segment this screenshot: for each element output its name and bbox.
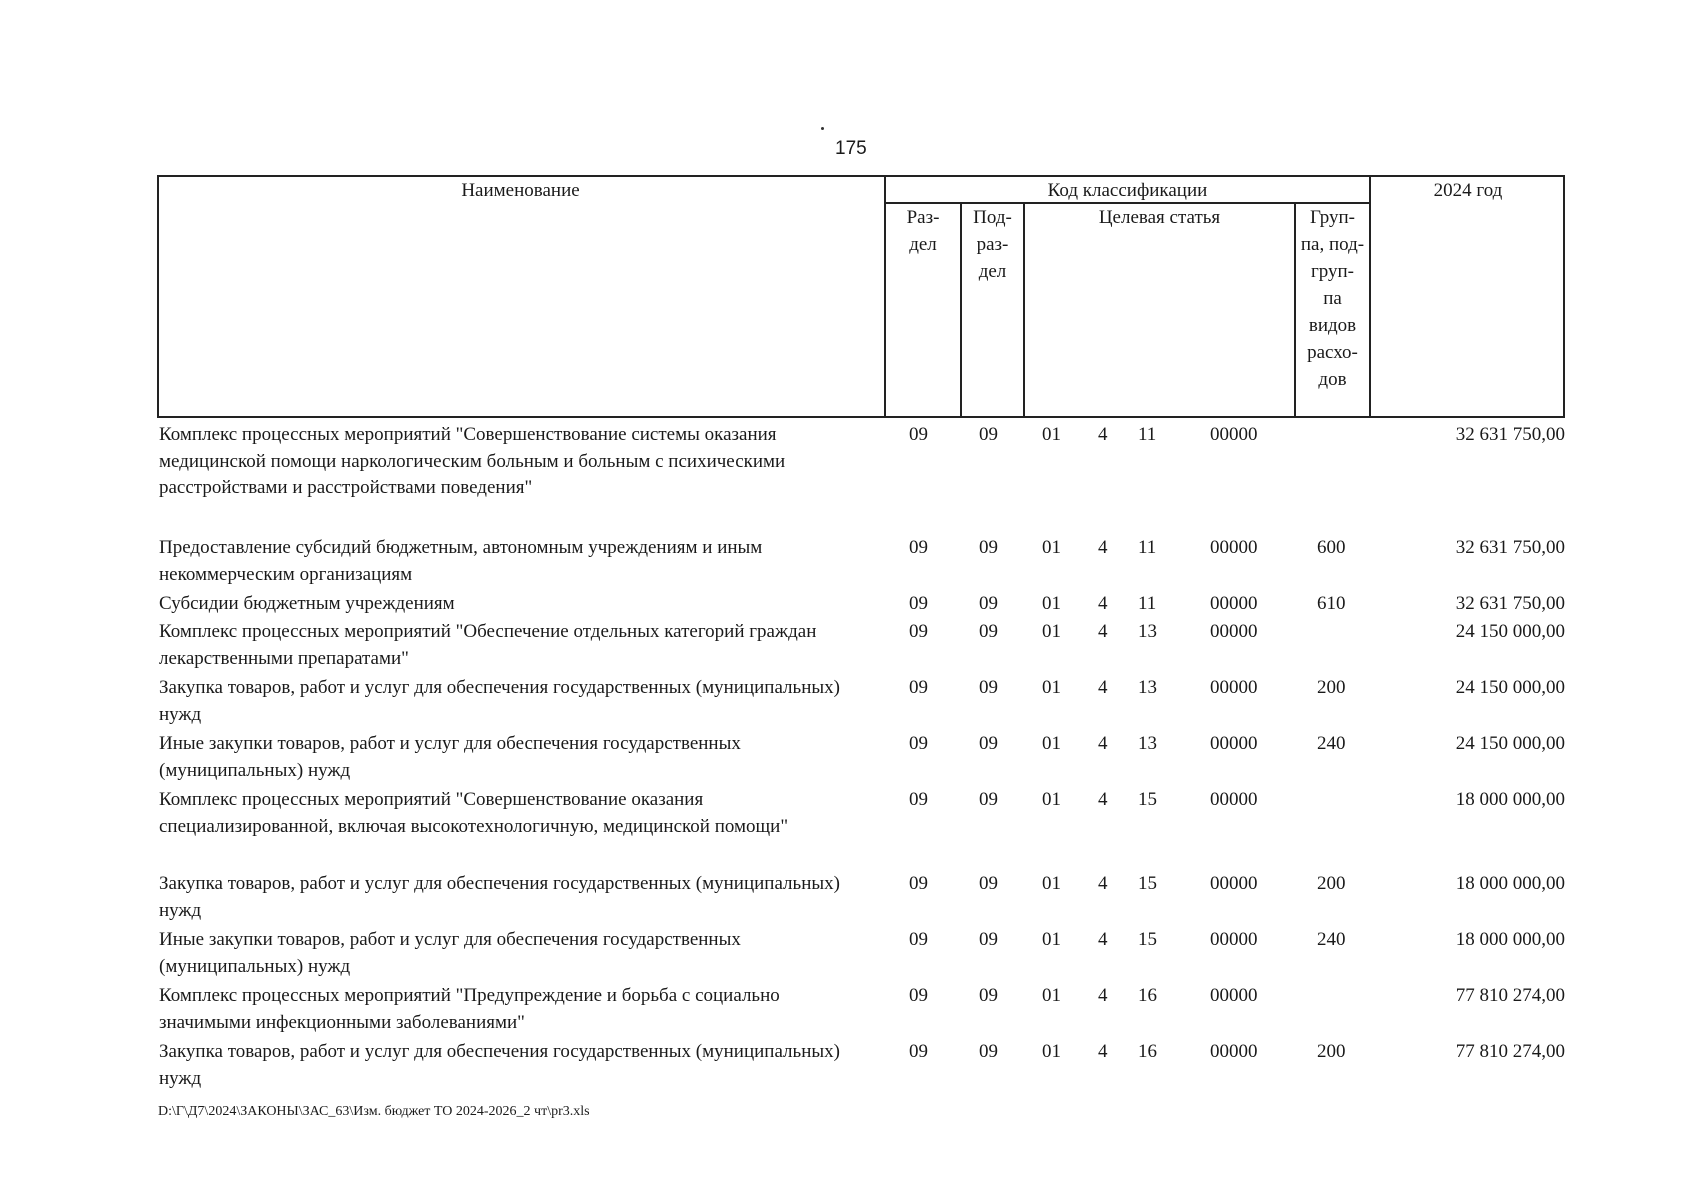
row-amount: 77 810 274,00: [1455, 985, 1565, 1006]
row-target-article-structure: 11: [1138, 424, 1157, 445]
row-expense-group: 200: [1317, 1041, 1346, 1062]
row-target-article-structure: 15: [1138, 789, 1157, 810]
row-target-article-structure: 11: [1138, 537, 1157, 558]
header-target-article: Целевая статья: [1098, 207, 1221, 228]
row-amount: 32 631 750,00: [1455, 593, 1565, 614]
row-target-article-type: 4: [1098, 677, 1108, 698]
row-target-article-structure: 15: [1138, 873, 1157, 894]
header-name: Наименование: [461, 180, 580, 201]
row-razdel: 09: [909, 677, 928, 698]
row-target-article-structure: 16: [1138, 1041, 1157, 1062]
row-target-article-program: 01: [1042, 1041, 1061, 1062]
row-target-article-direction: 00000: [1210, 1041, 1258, 1062]
row-expense-group: 610: [1317, 593, 1346, 614]
row-target-article-structure: 15: [1138, 929, 1157, 950]
row-target-article-program: 01: [1042, 929, 1061, 950]
row-razdel: 09: [909, 985, 928, 1006]
row-podrazdel: 09: [979, 424, 998, 445]
row-podrazdel: 09: [979, 873, 998, 894]
row-podrazdel: 09: [979, 593, 998, 614]
row-target-article-structure: 13: [1138, 733, 1157, 754]
row-target-article-type: 4: [1098, 537, 1108, 558]
row-target-article-program: 01: [1042, 677, 1061, 698]
row-target-article-type: 4: [1098, 929, 1108, 950]
row-target-article-structure: 13: [1138, 677, 1157, 698]
row-target-article-type: 4: [1098, 873, 1108, 894]
file-path-footer: D:\Г\Д7\2024\ЗАКОНЫ\ЗАС_63\Изм. бюджет ТО 2024-2026_2 чт\pr3.xls: [158, 1104, 590, 1119]
row-target-article-direction: 00000: [1210, 733, 1258, 754]
row-expense-group: 600: [1317, 537, 1346, 558]
row-target-article-direction: 00000: [1210, 873, 1258, 894]
header-expense-group: Груп- па, под- груп- па видов расхо- дов: [1300, 207, 1365, 390]
row-name: Закупка товаров, работ и услуг для обеспечения государственных (муниципальных) нужд: [159, 873, 840, 921]
header-divider: [1023, 202, 1025, 418]
row-target-article-direction: 00000: [1210, 593, 1258, 614]
row-name: Предоставление субсидий бюджетным, автономным учреждениям и иным некоммерческим организациям: [159, 537, 763, 585]
row-target-article-program: 01: [1042, 733, 1061, 754]
row-podrazdel: 09: [979, 621, 998, 642]
row-razdel: 09: [909, 733, 928, 754]
row-target-article-program: 01: [1042, 593, 1061, 614]
row-amount: 18 000 000,00: [1455, 929, 1565, 950]
row-target-article-direction: 00000: [1210, 789, 1258, 810]
row-razdel: 09: [909, 537, 928, 558]
row-target-article-program: 01: [1042, 873, 1061, 894]
row-name: Комплекс процессных мероприятий "Предупреждение и борьба с социально значимыми инфекционными заболеваниями": [159, 985, 780, 1033]
row-target-article-program: 01: [1042, 985, 1061, 1006]
row-target-article-type: 4: [1098, 593, 1108, 614]
row-amount: 24 150 000,00: [1455, 677, 1565, 698]
header-divider: [1369, 175, 1371, 418]
row-target-article-structure: 16: [1138, 985, 1157, 1006]
row-podrazdel: 09: [979, 1041, 998, 1062]
row-target-article-direction: 00000: [1210, 537, 1258, 558]
row-name: Иные закупки товаров, работ и услуг для обеспечения государственных (муниципальных) нужд: [159, 929, 741, 977]
row-podrazdel: 09: [979, 929, 998, 950]
row-expense-group: 200: [1317, 677, 1346, 698]
row-expense-group: 200: [1317, 873, 1346, 894]
row-amount: 24 150 000,00: [1455, 733, 1565, 754]
row-amount: 32 631 750,00: [1455, 537, 1565, 558]
row-amount: 18 000 000,00: [1455, 873, 1565, 894]
row-target-article-direction: 00000: [1210, 424, 1258, 445]
scan-dot: [821, 127, 824, 130]
row-target-article-type: 4: [1098, 733, 1108, 754]
row-name: Комплекс процессных мероприятий "Совершенствование системы оказания медицинской помощи наркологическим больным и больным с психическими расстройствами и расстройствами поведения": [159, 424, 786, 498]
row-target-article-type: 4: [1098, 424, 1108, 445]
row-amount: 18 000 000,00: [1455, 789, 1565, 810]
row-target-article-program: 01: [1042, 424, 1061, 445]
row-name: Комплекс процессных мероприятий "Обеспечение отдельных категорий граждан лекарственными препаратами": [159, 621, 817, 669]
row-razdel: 09: [909, 789, 928, 810]
row-target-article-direction: 00000: [1210, 621, 1258, 642]
row-target-article-type: 4: [1098, 621, 1108, 642]
row-podrazdel: 09: [979, 789, 998, 810]
row-amount: 77 810 274,00: [1455, 1041, 1565, 1062]
row-target-article-direction: 00000: [1210, 677, 1258, 698]
row-razdel: 09: [909, 1041, 928, 1062]
row-target-article-program: 01: [1042, 789, 1061, 810]
row-name: Закупка товаров, работ и услуг для обеспечения государственных (муниципальных) нужд: [159, 1041, 840, 1089]
row-podrazdel: 09: [979, 677, 998, 698]
header-code-group: Код классификации: [1047, 180, 1208, 201]
row-target-article-direction: 00000: [1210, 985, 1258, 1006]
row-target-article-structure: 13: [1138, 621, 1157, 642]
row-amount: 24 150 000,00: [1455, 621, 1565, 642]
row-target-article-type: 4: [1098, 1041, 1108, 1062]
page-number: 175: [835, 138, 867, 159]
header-podrazdel: Под- раз- дел: [973, 207, 1012, 282]
row-podrazdel: 09: [979, 985, 998, 1006]
row-razdel: 09: [909, 621, 928, 642]
row-name: Субсидии бюджетным учреждениям: [159, 593, 455, 614]
row-target-article-program: 01: [1042, 621, 1061, 642]
row-amount: 32 631 750,00: [1455, 424, 1565, 445]
row-razdel: 09: [909, 593, 928, 614]
row-razdel: 09: [909, 929, 928, 950]
row-target-article-type: 4: [1098, 985, 1108, 1006]
row-name: Закупка товаров, работ и услуг для обеспечения государственных (муниципальных) нужд: [159, 677, 840, 725]
row-podrazdel: 09: [979, 733, 998, 754]
row-podrazdel: 09: [979, 537, 998, 558]
header-razdel: Раз- дел: [906, 207, 940, 255]
row-target-article-type: 4: [1098, 789, 1108, 810]
row-name: Иные закупки товаров, работ и услуг для обеспечения государственных (муниципальных) нужд: [159, 733, 741, 781]
row-target-article-program: 01: [1042, 537, 1061, 558]
row-target-article-direction: 00000: [1210, 929, 1258, 950]
row-razdel: 09: [909, 873, 928, 894]
row-expense-group: 240: [1317, 733, 1346, 754]
header-year: 2024 год: [1433, 180, 1503, 201]
row-expense-group: 240: [1317, 929, 1346, 950]
table-header: [157, 175, 1568, 420]
row-razdel: 09: [909, 424, 928, 445]
row-name: Комплекс процессных мероприятий "Совершенствование оказания специализированной, включая высокотехнологичную, медицинской помощи": [159, 789, 789, 837]
row-target-article-structure: 11: [1138, 593, 1157, 614]
